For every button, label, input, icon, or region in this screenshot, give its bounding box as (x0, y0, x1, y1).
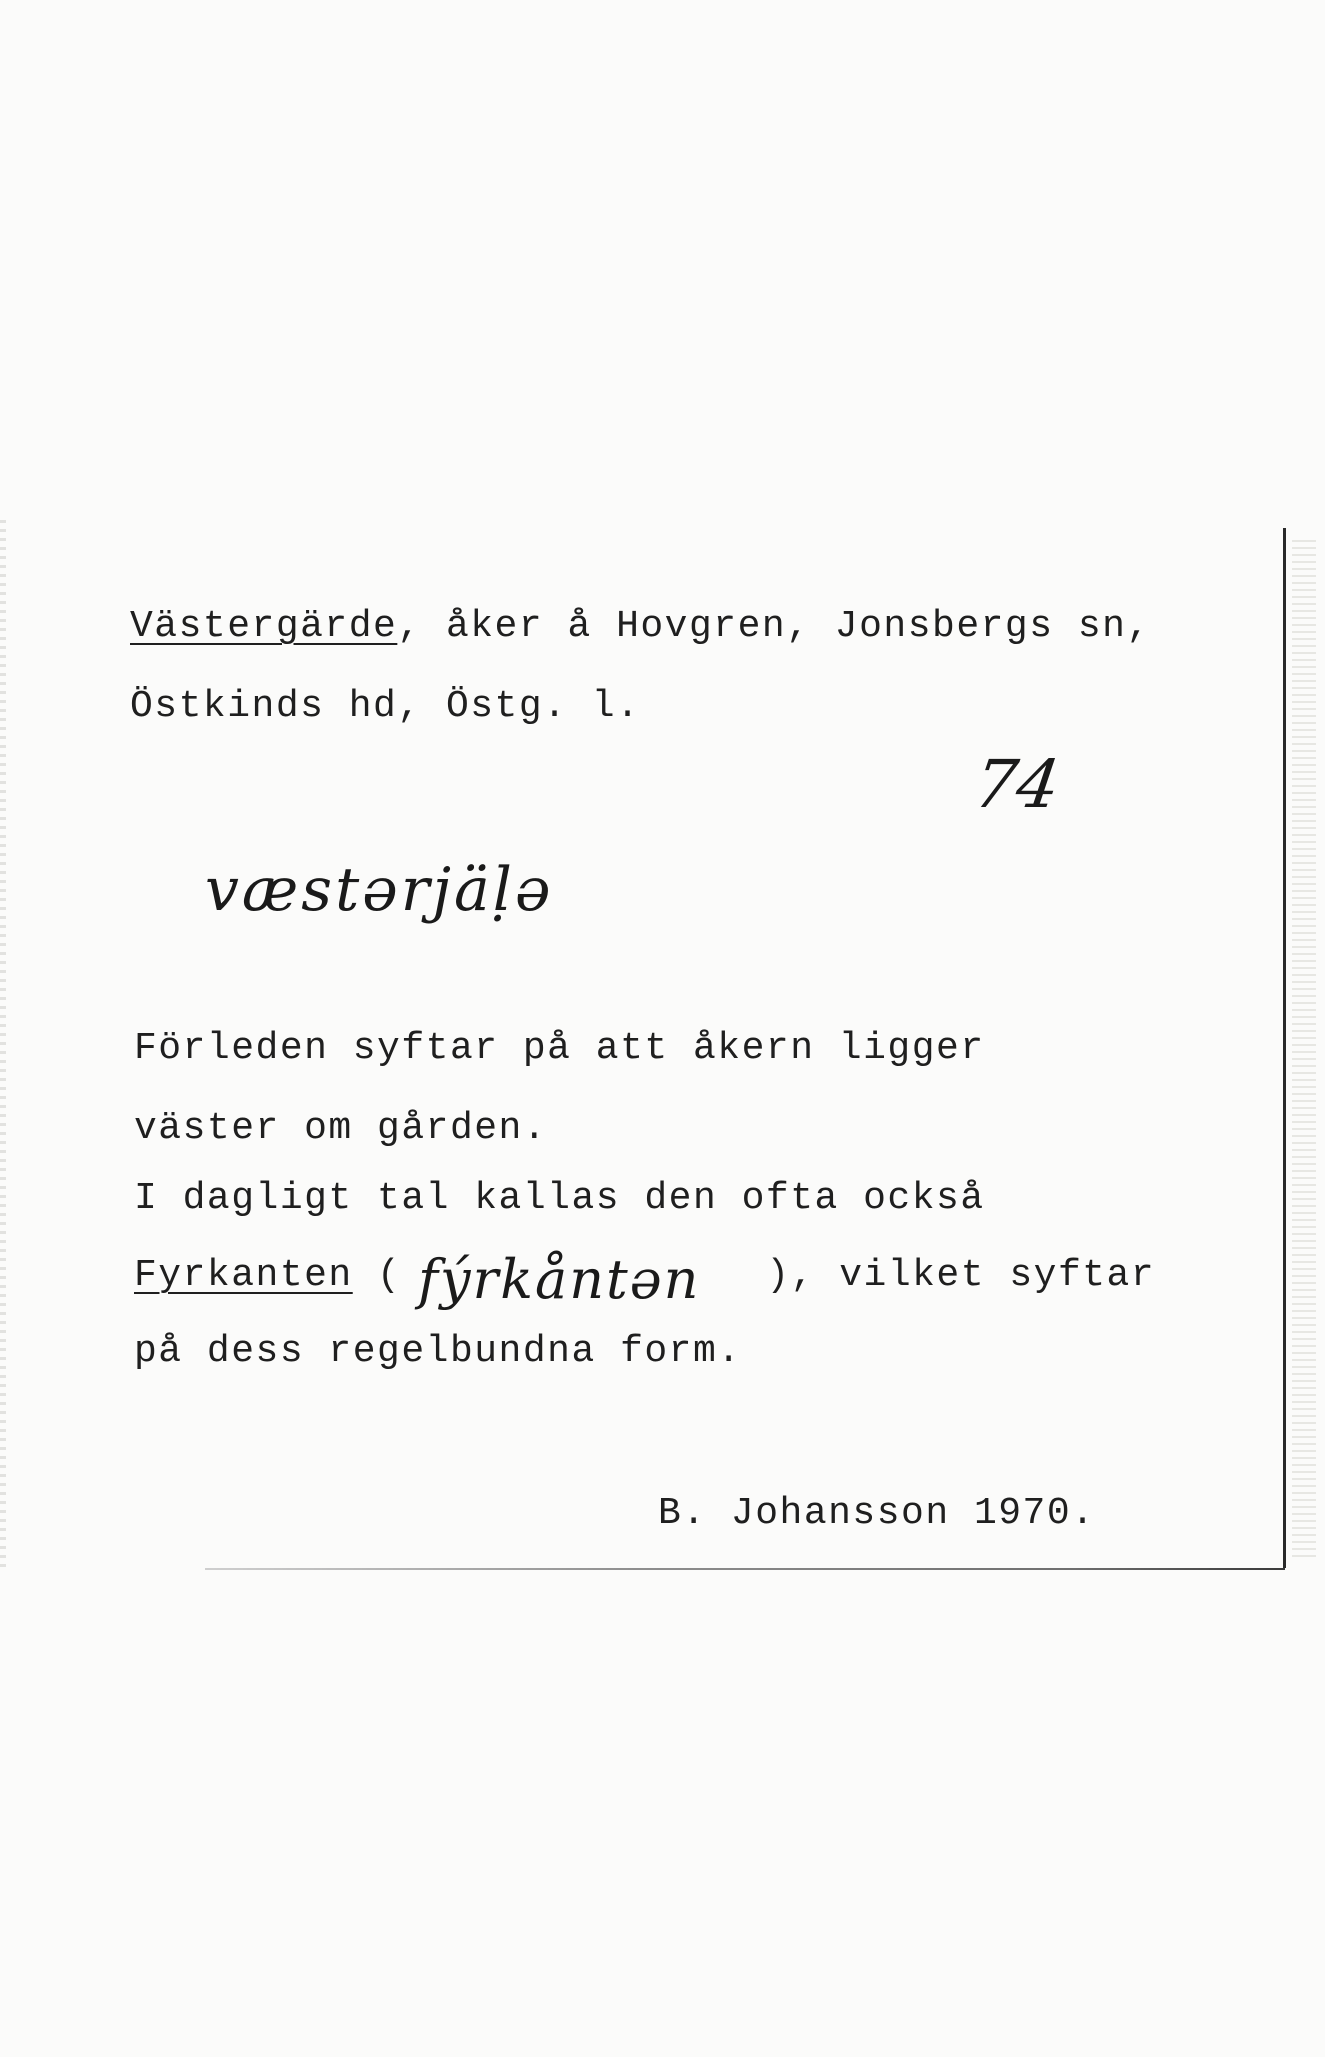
alt-name: Fyrkanten (134, 1254, 353, 1297)
open-paren: ( (352, 1254, 402, 1297)
card-number: 74 (969, 746, 1065, 823)
card-right-border (1283, 528, 1286, 1568)
alt-name-phonetic: fýrkåntən (418, 1248, 701, 1311)
header-line-1-rest: , åker å Hovgren, Jonsbergs sn, (397, 605, 1151, 648)
body-line-1: Förleden syftar på att åkern ligger (134, 1027, 985, 1070)
scan-edge-noise (0, 520, 6, 1570)
header-line-2: Östkinds hd, Östg. l. (130, 685, 641, 728)
body-line-3: I dagligt tal kallas den ofta också (134, 1177, 985, 1220)
body-line-4 (134, 1254, 402, 1297)
phonetic-headword: væstərjäḷə (205, 855, 554, 925)
body-line-5: på dess regelbundna form. (134, 1330, 742, 1373)
headword: Västergärde (130, 605, 398, 648)
body-line-4-rest: ), vilket syftar (742, 1254, 1156, 1297)
signature: B. Johansson 1970. (658, 1492, 1096, 1535)
header-line-1 (130, 605, 1151, 648)
card-right-edge-texture (1292, 540, 1316, 1560)
card-bottom-border (205, 1568, 1285, 1570)
body-line-2: väster om gården. (134, 1107, 548, 1150)
